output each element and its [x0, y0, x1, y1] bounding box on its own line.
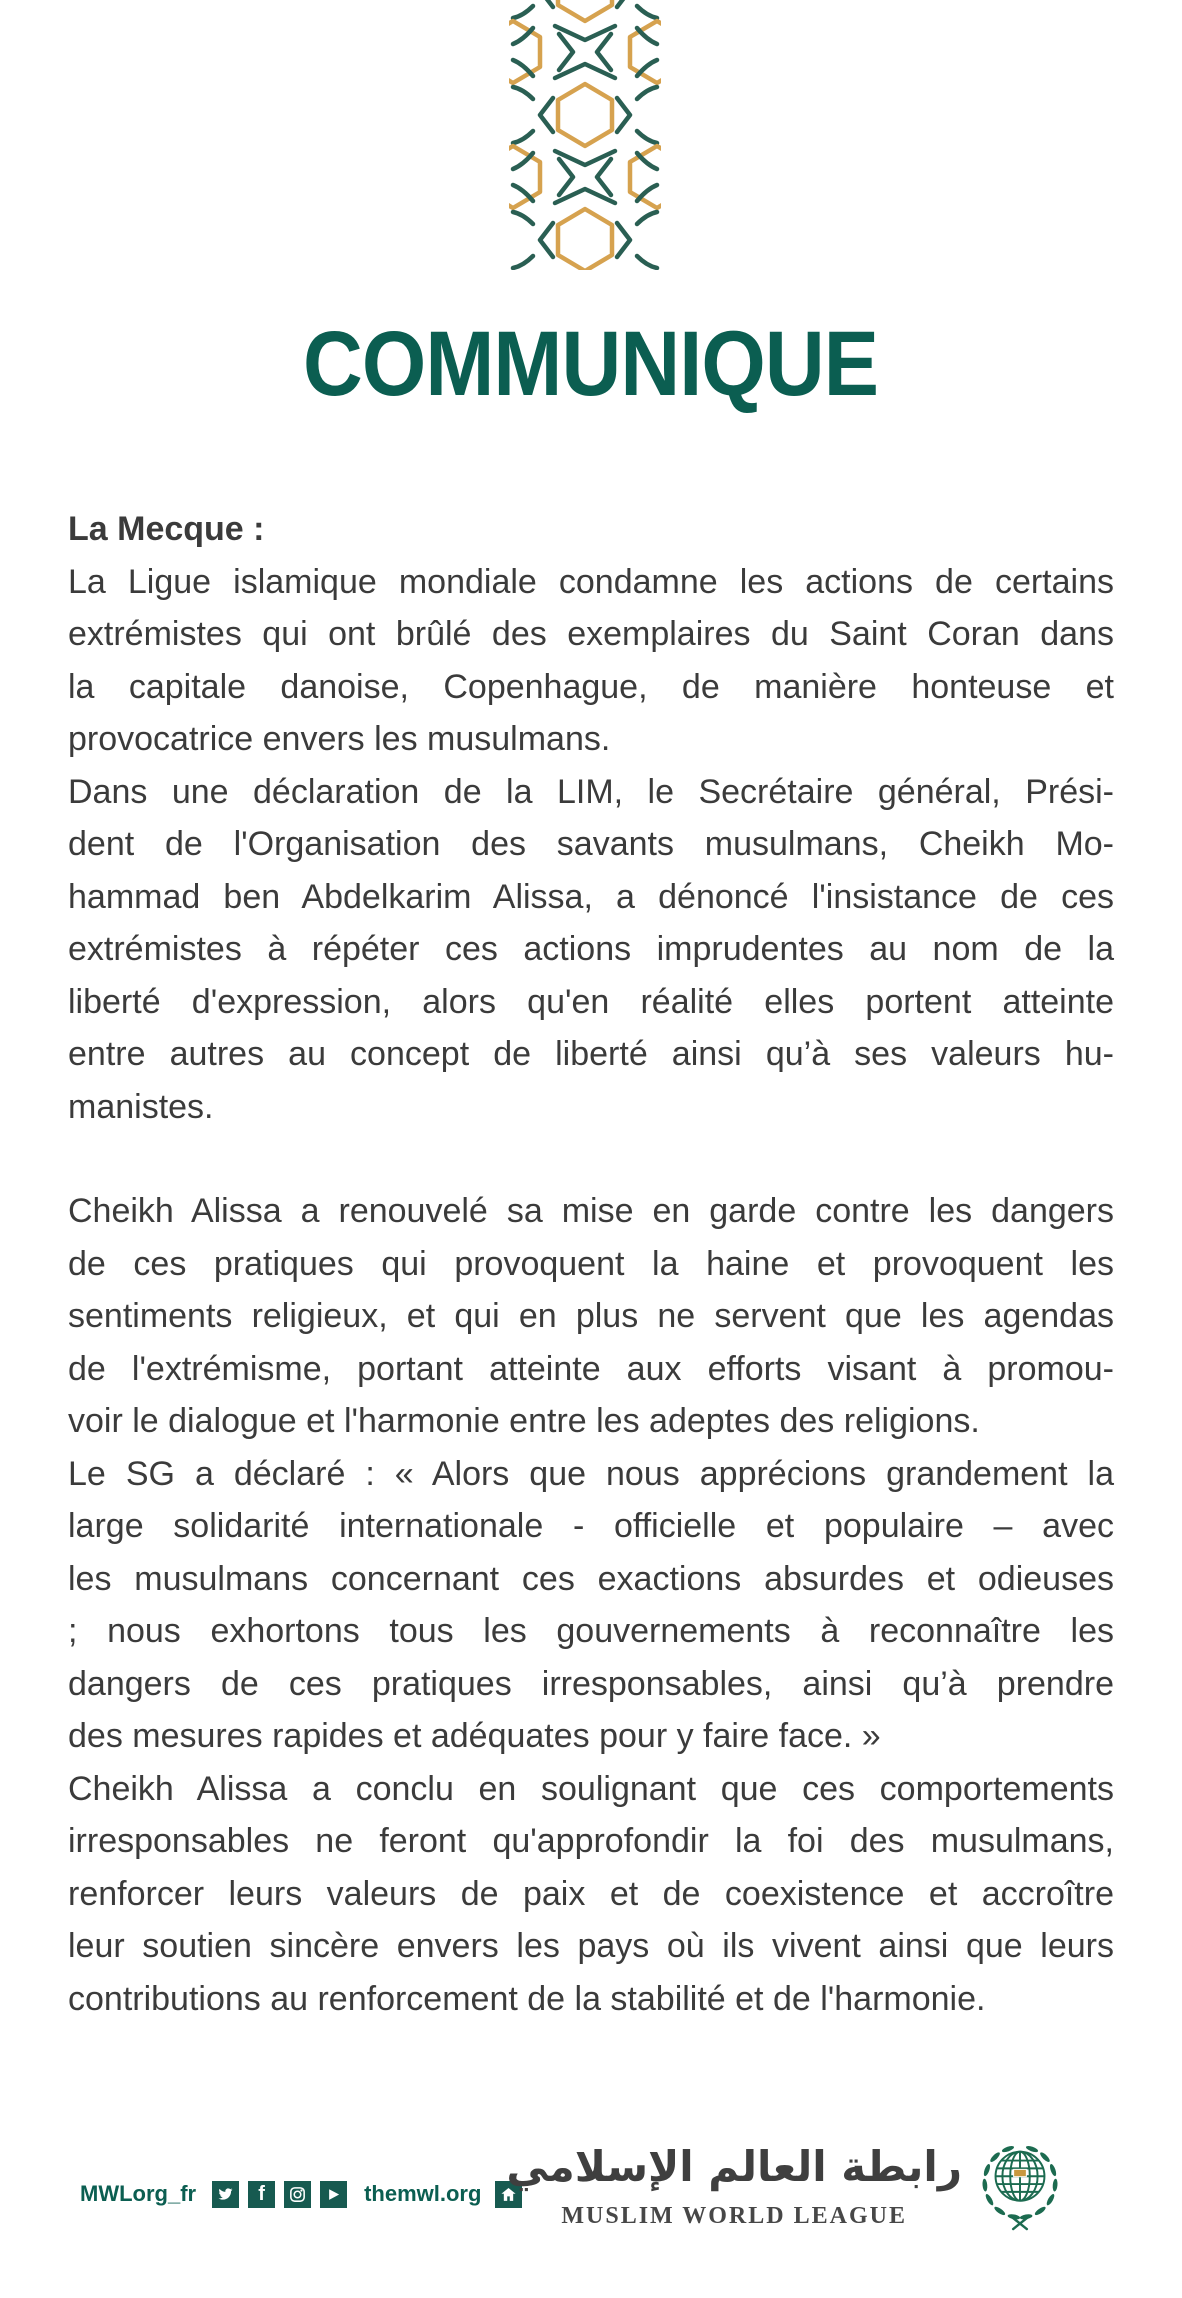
mwl-logo-emblem [976, 2136, 1064, 2236]
footer-social-bar [80, 2180, 522, 2208]
body-paragraph [68, 766, 1114, 1134]
dateline: La Mecque : [68, 510, 265, 548]
facebook-glyph: f [258, 2183, 265, 2205]
text-line: leur soutien sincère envers les pays où ils vivent ainsi que leurs [68, 1927, 1114, 1965]
text-line: Cheikh Alissa a renouvelé sa mise en garde contre les dangers [68, 1192, 1114, 1230]
body-paragraph [68, 1448, 1114, 1763]
body-paragraph [68, 1185, 1114, 1448]
text-line: Le SG a déclaré : « Alors que nous apprécions grandement la [68, 1454, 1114, 1493]
body-paragraph [68, 1763, 1114, 2026]
text-line: large solidarité internationale - officielle et populaire – avec [68, 1507, 1114, 1545]
mwl-logo [506, 2136, 1064, 2236]
text-line: La Ligue islamique mondiale condamne les actions de certains [68, 562, 1114, 601]
text-line: dangers de ces pratiques irresponsables, ainsi qu’à prendre [68, 1664, 1114, 1703]
islamic-geometric-pattern [509, 0, 661, 270]
text-line: liberté d'expression, alors qu'en réalité elles portent atteinte [68, 982, 1114, 1021]
text-line: hammad ben Abdelkarim Alissa, a dénoncé l'insistance de ces [68, 877, 1114, 916]
text-line: entre autres au concept de liberté ainsi qu’à ses valeurs hu- [68, 1035, 1114, 1073]
text-line: extrémistes à répéter ces actions imprudentes au nom de la [68, 930, 1114, 968]
text-line: extrémistes qui ont brûlé des exemplaires du Saint Coran dans [68, 615, 1114, 653]
text-line: provocatrice envers les musulmans. [68, 720, 611, 758]
youtube-icon[interactable] [320, 2181, 347, 2208]
page-title-text: COMMUNIQUE [303, 313, 879, 415]
text-line: Cheikh Alissa a conclu en soulignant que ces comportements [68, 1769, 1114, 1808]
mwl-logo-wordmark: MUSLIM WORLD LEAGUE [561, 2203, 907, 2229]
text-line: contributions au renforcement de la stabilité et de l'harmonie. [68, 1979, 986, 2018]
text-line: les musulmans concernant ces exactions absurdes et odieuses [68, 1559, 1114, 1598]
mwl-logo-text [506, 2136, 962, 2230]
text-line: voir le dialogue et l'harmonie entre les adeptes des religions. [68, 1402, 980, 1440]
text-line: ; nous exhortons tous les gouvernements à reconnaître les [68, 1612, 1114, 1650]
text-line: de l'extrémisme, portant atteinte aux efforts visant à promou- [68, 1349, 1114, 1388]
website-link[interactable]: themwl.org [364, 2181, 482, 2206]
text-line: sentiments religieux, et qui en plus ne servent que les agendas [68, 1297, 1114, 1335]
text-line: dent de l'Organisation des savants musulmans, Cheikh Mo- [68, 825, 1114, 863]
text-line: de ces pratiques qui provoquent la haine et provoquent les [68, 1244, 1114, 1283]
text-line: renforcer leurs valeurs de paix et de coexistence et accroître [68, 1874, 1114, 1913]
twitter-icon[interactable] [212, 2181, 239, 2208]
body-paragraph [68, 556, 1114, 766]
communique-body [68, 503, 1114, 2025]
instagram-icon[interactable] [284, 2181, 311, 2208]
text-line: irresponsables ne feront qu'approfondir la foi des musulmans, [68, 1822, 1114, 1860]
mwl-logo-arabic: رابطة العالم الإسلامي [506, 2142, 962, 2191]
text-line: la capitale danoise, Copenhague, de manière honteuse et [68, 667, 1114, 706]
page-title [0, 313, 1182, 415]
text-line: Dans une déclaration de la LIM, le Secrétaire général, Prési- [68, 772, 1114, 811]
facebook-icon[interactable] [248, 2181, 275, 2208]
twitter-handle[interactable]: MWLorg_fr [80, 2181, 197, 2206]
text-line: des mesures rapides et adéquates pour y faire face. » [68, 1717, 881, 1755]
text-line: manistes. [68, 1087, 214, 1126]
